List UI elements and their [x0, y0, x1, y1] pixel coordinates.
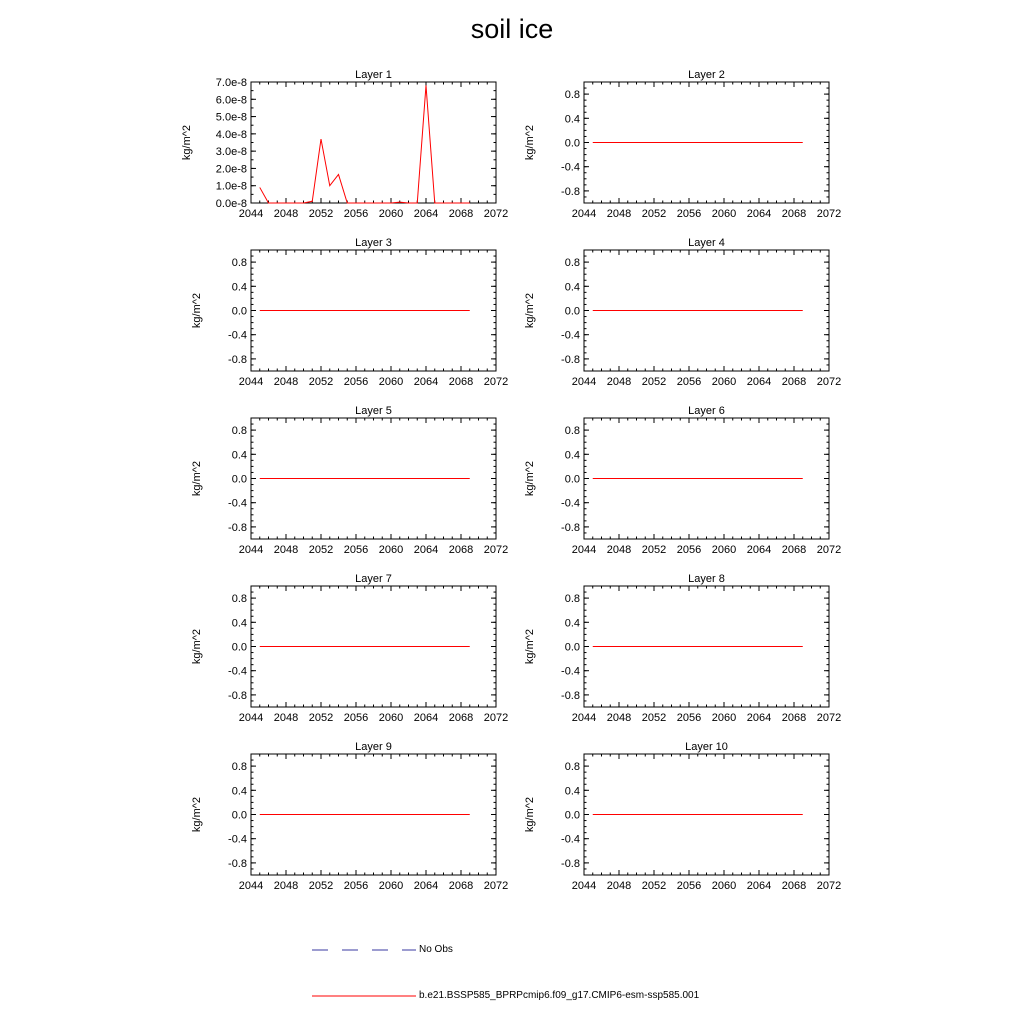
y-axis-label: kg/m^2	[524, 628, 536, 665]
panel-layer-2	[524, 69, 841, 220]
x-tick-label: 2052	[641, 208, 667, 220]
y-tick-label: 4.0e-8	[215, 128, 247, 141]
y-axis-label: kg/m^2	[191, 628, 203, 665]
y-tick-label: 3.0e-8	[215, 146, 247, 159]
panel-layer-1	[181, 69, 508, 220]
y-tick-label: 0.4	[564, 281, 580, 294]
x-tick-label: 2056	[343, 880, 369, 892]
x-tick-label: 2060	[378, 880, 404, 892]
x-tick-label: 2048	[273, 376, 299, 388]
x-tick-label: 2048	[606, 712, 632, 724]
x-tick-label: 2048	[273, 544, 299, 556]
x-tick-label: 2072	[816, 544, 842, 556]
x-tick-label: 2060	[711, 376, 737, 388]
y-tick-label: -0.4	[561, 329, 580, 342]
x-tick-label: 2056	[343, 376, 369, 388]
x-tick-label: 2048	[606, 208, 632, 220]
x-tick-label: 2072	[483, 376, 509, 388]
x-tick-label: 2060	[378, 208, 404, 220]
x-tick-label: 2052	[641, 712, 667, 724]
x-tick-label: 2060	[711, 544, 737, 556]
panel-title: Layer 1	[355, 69, 392, 81]
x-tick-label: 2056	[676, 712, 702, 724]
x-tick-label: 2064	[746, 712, 772, 724]
legend-label-model-run: b.e21.BSSP585_BPRPcmip6.f09_g17.CMIP6-esm-ssp585.001	[419, 990, 700, 1001]
panel-title: Layer 3	[355, 237, 392, 249]
y-tick-label: -0.4	[228, 497, 247, 510]
x-tick-label: 2048	[606, 880, 632, 892]
x-tick-label: 2044	[238, 880, 264, 892]
y-tick-label: -0.8	[561, 521, 580, 534]
panel-title: Layer 6	[688, 405, 725, 417]
x-tick-label: 2064	[413, 376, 439, 388]
y-tick-label: -0.4	[561, 833, 580, 846]
y-axis-label: kg/m^2	[524, 460, 536, 497]
x-tick-label: 2068	[448, 880, 474, 892]
x-tick-label: 2064	[746, 376, 772, 388]
x-tick-label: 2044	[571, 880, 597, 892]
panel-title: Layer 8	[688, 573, 725, 585]
x-tick-label: 2072	[816, 376, 842, 388]
y-tick-label: 0.8	[231, 761, 247, 774]
plot-frame	[251, 82, 496, 203]
y-tick-label: 0.8	[231, 257, 247, 270]
y-tick-label: 0.0	[564, 473, 580, 486]
panel-title: Layer 9	[355, 741, 392, 753]
x-tick-label: 2068	[448, 376, 474, 388]
panel-layer-3	[191, 237, 508, 388]
x-tick-label: 2064	[413, 544, 439, 556]
x-tick-label: 2060	[711, 712, 737, 724]
y-tick-label: -0.8	[228, 353, 247, 366]
x-tick-label: 2052	[641, 880, 667, 892]
y-axis-label: kg/m^2	[524, 796, 536, 833]
x-tick-label: 2060	[378, 544, 404, 556]
y-tick-label: 1.0e-8	[215, 180, 247, 193]
y-tick-label: -0.4	[561, 497, 580, 510]
x-tick-label: 2052	[641, 544, 667, 556]
x-tick-label: 2068	[448, 712, 474, 724]
x-tick-label: 2056	[676, 544, 702, 556]
x-tick-label: 2060	[711, 208, 737, 220]
x-tick-label: 2072	[483, 544, 509, 556]
x-tick-label: 2064	[746, 880, 772, 892]
x-tick-label: 2064	[413, 208, 439, 220]
x-tick-label: 2052	[308, 376, 334, 388]
y-tick-label: 0.0	[564, 137, 580, 150]
x-tick-label: 2056	[343, 712, 369, 724]
x-tick-label: 2072	[816, 712, 842, 724]
y-tick-label: 0.0	[231, 473, 247, 486]
x-tick-label: 2068	[781, 544, 807, 556]
x-tick-label: 2068	[781, 376, 807, 388]
panel-title: Layer 5	[355, 405, 392, 417]
x-tick-label: 2052	[308, 712, 334, 724]
y-axis-label: kg/m^2	[191, 292, 203, 329]
x-tick-label: 2068	[781, 208, 807, 220]
y-tick-label: -0.4	[561, 161, 580, 174]
x-tick-label: 2052	[641, 376, 667, 388]
y-tick-label: 0.0	[564, 305, 580, 318]
y-axis-label: kg/m^2	[191, 796, 203, 833]
x-tick-label: 2056	[676, 208, 702, 220]
x-tick-label: 2072	[816, 208, 842, 220]
x-tick-label: 2068	[781, 880, 807, 892]
y-tick-label: 0.0	[231, 809, 247, 822]
y-tick-label: 0.0	[231, 641, 247, 654]
y-tick-label: 0.4	[564, 113, 580, 126]
y-tick-label: 0.0e-8	[215, 198, 247, 210]
y-tick-label: 0.0	[564, 641, 580, 654]
y-tick-label: -0.8	[561, 353, 580, 366]
panel-layer-4	[524, 237, 841, 388]
legend-label-no-obs: No Obs	[419, 944, 453, 955]
y-tick-label: -0.8	[561, 689, 580, 702]
y-tick-label: 7.0e-8	[215, 77, 247, 89]
y-axis-label: kg/m^2	[181, 124, 193, 161]
x-tick-label: 2064	[746, 544, 772, 556]
figure-title: soil ice	[470, 14, 554, 44]
y-tick-label: 0.4	[231, 617, 247, 630]
y-tick-label: 0.0	[564, 809, 580, 822]
panel-layer-6	[524, 405, 841, 556]
legend	[312, 950, 416, 996]
x-tick-label: 2068	[448, 544, 474, 556]
panel-layer-7	[191, 573, 508, 724]
x-tick-label: 2048	[273, 208, 299, 220]
y-tick-label: -0.4	[228, 329, 247, 342]
x-tick-label: 2048	[273, 712, 299, 724]
y-tick-label: 0.4	[231, 449, 247, 462]
y-tick-label: 6.0e-8	[215, 94, 247, 107]
y-tick-label: 0.8	[564, 593, 580, 606]
y-tick-label: 0.4	[231, 281, 247, 294]
x-tick-label: 2068	[781, 712, 807, 724]
y-tick-label: -0.8	[228, 689, 247, 702]
x-tick-label: 2060	[711, 880, 737, 892]
panel-title: Layer 2	[688, 69, 725, 81]
x-tick-label: 2068	[448, 208, 474, 220]
panel-layer-8	[524, 573, 841, 724]
panel-layer-10	[524, 741, 841, 892]
x-tick-label: 2048	[606, 544, 632, 556]
x-tick-label: 2052	[308, 544, 334, 556]
y-tick-label: 0.8	[564, 257, 580, 270]
y-tick-label: 2.0e-8	[215, 163, 247, 176]
y-axis-label: kg/m^2	[524, 124, 536, 161]
series-line	[260, 85, 470, 203]
y-tick-label: -0.8	[561, 185, 580, 198]
x-tick-label: 2072	[483, 712, 509, 724]
x-tick-label: 2048	[606, 376, 632, 388]
y-tick-label: 0.4	[564, 449, 580, 462]
panel-layer-5	[191, 405, 508, 556]
y-tick-label: -0.8	[228, 521, 247, 534]
x-tick-label: 2064	[413, 712, 439, 724]
y-tick-label: -0.8	[228, 857, 247, 870]
y-tick-label: -0.4	[561, 665, 580, 678]
x-tick-label: 2056	[343, 208, 369, 220]
panel-title: Layer 4	[688, 237, 725, 249]
x-tick-label: 2044	[571, 208, 597, 220]
x-tick-label: 2064	[746, 208, 772, 220]
panel-title: Layer 10	[685, 741, 728, 753]
y-tick-label: -0.4	[228, 833, 247, 846]
x-tick-label: 2044	[238, 208, 264, 220]
x-tick-label: 2044	[571, 376, 597, 388]
x-tick-label: 2060	[378, 712, 404, 724]
x-tick-label: 2072	[483, 208, 509, 220]
y-tick-label: -0.8	[561, 857, 580, 870]
x-tick-label: 2044	[238, 376, 264, 388]
x-tick-label: 2056	[343, 544, 369, 556]
x-tick-label: 2072	[483, 880, 509, 892]
panel-title: Layer 7	[355, 573, 392, 585]
x-tick-label: 2056	[676, 376, 702, 388]
x-tick-label: 2044	[571, 712, 597, 724]
x-tick-label: 2044	[238, 712, 264, 724]
panel-layer-9	[191, 741, 508, 892]
x-tick-label: 2060	[378, 376, 404, 388]
x-tick-label: 2052	[308, 208, 334, 220]
x-tick-label: 2052	[308, 880, 334, 892]
y-tick-label: 0.4	[564, 617, 580, 630]
y-tick-label: 0.0	[231, 305, 247, 318]
x-tick-label: 2056	[676, 880, 702, 892]
y-tick-label: 0.8	[564, 425, 580, 438]
y-tick-label: 0.8	[564, 89, 580, 102]
x-tick-label: 2044	[571, 544, 597, 556]
x-tick-label: 2048	[273, 880, 299, 892]
y-axis-label: kg/m^2	[191, 460, 203, 497]
y-axis-label: kg/m^2	[524, 292, 536, 329]
y-tick-label: 0.4	[231, 785, 247, 798]
x-tick-label: 2072	[816, 880, 842, 892]
y-tick-label: 5.0e-8	[215, 111, 247, 124]
y-tick-label: -0.4	[228, 665, 247, 678]
x-tick-label: 2044	[238, 544, 264, 556]
y-tick-label: 0.8	[231, 593, 247, 606]
y-tick-label: 0.4	[564, 785, 580, 798]
x-tick-label: 2064	[413, 880, 439, 892]
y-tick-label: 0.8	[564, 761, 580, 774]
y-tick-label: 0.8	[231, 425, 247, 438]
